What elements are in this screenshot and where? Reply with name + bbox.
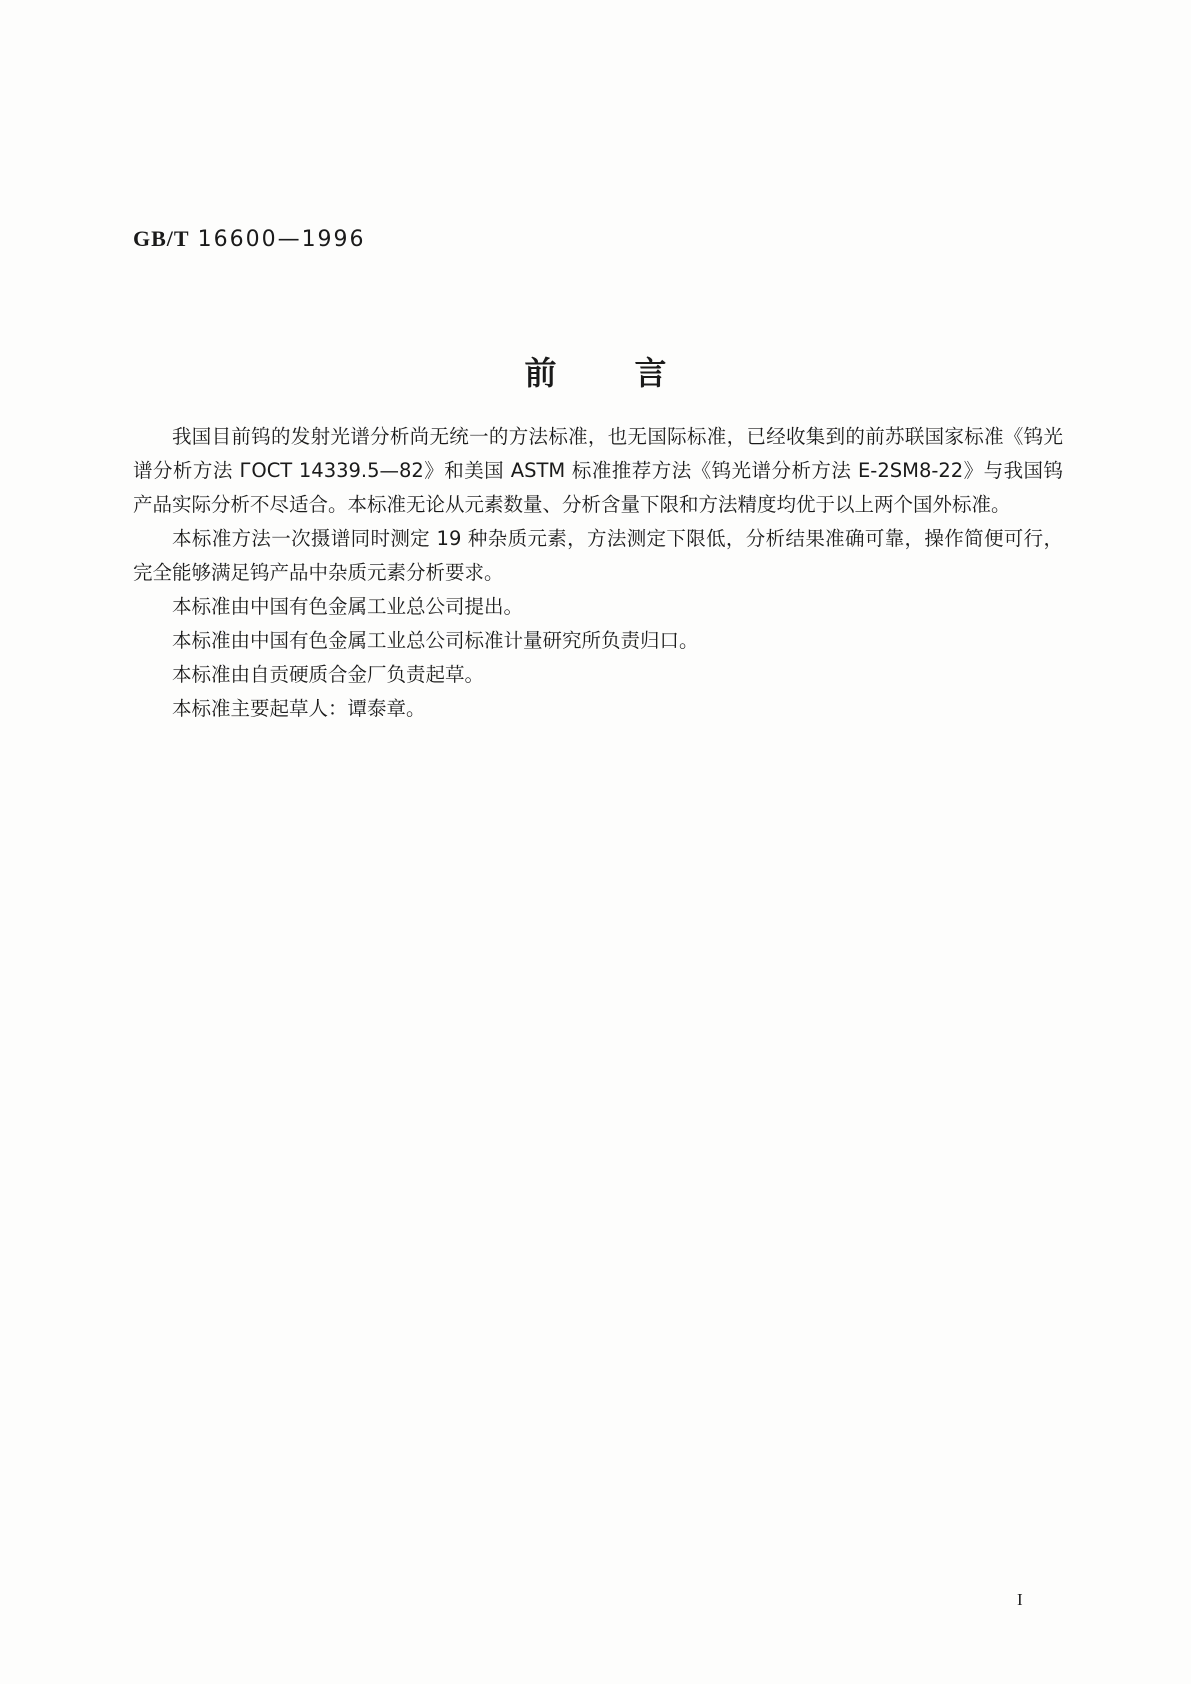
page-title: 前言 — [524, 354, 745, 392]
standard-number: 16600—1996 — [197, 227, 366, 252]
paragraph: 本标准方法一次摄谱同时测定 19 种杂质元素，方法测定下限低，分析结果准确可靠，操作简便可行，完全能够满足钨产品中杂质元素分析要求。 — [133, 527, 1063, 584]
paragraph: 本标准由中国有色金属工业总公司提出。 — [172, 595, 524, 618]
paragraph: 本标准由中国有色金属工业总公司标准计量研究所负责归口。 — [172, 629, 699, 652]
page-number: I — [1017, 1590, 1023, 1609]
foreword-body — [133, 420, 1063, 726]
paragraph: 我国目前钨的发射光谱分析尚无统一的方法标准，也无国际标准，已经收集到的前苏联国家标准《钨光谱分析方法 ГОСТ 14339.5—82》和美国 ASTM 标准推荐方法《钨光谱分析方法 E-2SM8-22》与我国钨产品实际分析不尽适合。本标准无论从元素数量、分析含量下限和方法精度均优于以上两个国外标准。 — [133, 425, 1063, 516]
paragraph: 本标准由自贡硬质合金厂负责起草。 — [172, 663, 485, 686]
standard-prefix: GB/T — [133, 226, 190, 251]
standard-code — [133, 226, 366, 252]
paragraph: 本标准主要起草人：谭泰章。 — [172, 697, 426, 720]
